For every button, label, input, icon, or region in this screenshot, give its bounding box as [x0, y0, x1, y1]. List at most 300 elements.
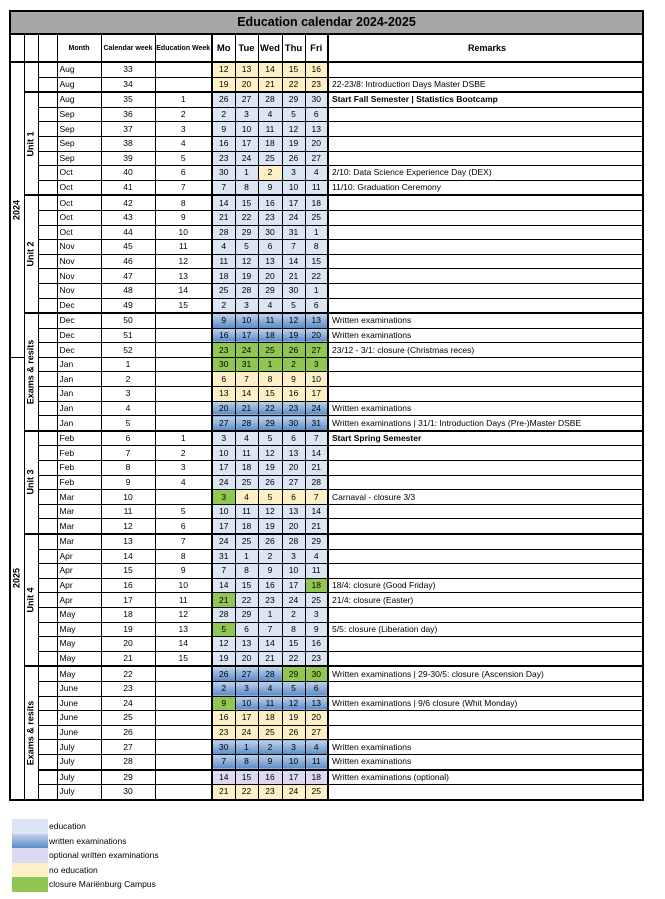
day-cell-wed: 8	[258, 372, 282, 387]
education-week-cell: 11	[155, 240, 212, 255]
day-cell-thu: 20	[282, 519, 305, 534]
day-cell-mo: 26	[212, 92, 235, 107]
remarks-cell	[328, 210, 643, 225]
calendar-week-cell: 6	[101, 431, 155, 446]
day-cell-tue: 10	[235, 122, 258, 137]
day-cell-wed: 5	[258, 431, 282, 446]
calendar-week-cell: 10	[101, 490, 155, 505]
day-cell-thu: 30	[282, 416, 305, 431]
education-week-cell: 7	[155, 180, 212, 195]
calendar-week-cell: 39	[101, 151, 155, 166]
day-cell-wed: 18	[258, 328, 282, 343]
day-cell-tue: 21	[235, 401, 258, 416]
education-week-cell	[155, 401, 212, 416]
calendar-week-cell: 4	[101, 401, 155, 416]
day-cell-wed: 19	[258, 519, 282, 534]
remarks-cell	[328, 681, 643, 696]
education-week-cell: 5	[155, 504, 212, 519]
day-cell-mo: 20	[212, 401, 235, 416]
remarks-cell	[328, 298, 643, 313]
remarks-cell: Written examinations | 9/6 closure (Whit Monday)	[328, 696, 643, 711]
spacer-cell	[38, 637, 57, 652]
education-week-cell	[155, 666, 212, 681]
month-cell: Mar	[57, 519, 101, 534]
month-cell: Apr	[57, 549, 101, 564]
day-cell-mo: 4	[212, 240, 235, 255]
header-calendar-week: Calendar week	[101, 34, 155, 62]
calendar-week-cell: 3	[101, 387, 155, 402]
education-week-cell: 2	[155, 446, 212, 461]
header-day-mo: Mo	[212, 34, 235, 62]
calendar-week-cell: 50	[101, 313, 155, 328]
day-cell-mo: 12	[212, 637, 235, 652]
day-cell-tue: 24	[235, 343, 258, 358]
calendar-row	[10, 372, 643, 387]
calendar-week-cell: 16	[101, 578, 155, 593]
month-cell: Jan	[57, 387, 101, 402]
calendar-week-cell: 46	[101, 254, 155, 269]
calendar-row	[10, 770, 643, 785]
education-week-cell: 3	[155, 461, 212, 476]
day-cell-thu: 5	[282, 298, 305, 313]
day-cell-thu: 10	[282, 754, 305, 769]
calendar-row	[10, 343, 643, 358]
education-week-cell: 14	[155, 637, 212, 652]
day-cell-mo: 9	[212, 696, 235, 711]
day-cell-thu: 21	[282, 269, 305, 284]
legend-swatch	[12, 877, 48, 892]
day-cell-mo: 31	[212, 549, 235, 564]
calendar-row	[10, 136, 643, 151]
calendar-row	[10, 357, 643, 372]
day-cell-mo: 12	[212, 62, 235, 77]
header-day-wed: Wed	[258, 34, 282, 62]
day-cell-thu: 27	[282, 475, 305, 490]
month-cell: Sep	[57, 151, 101, 166]
spacer-cell	[38, 254, 57, 269]
day-cell-thu: 2	[282, 607, 305, 622]
calendar-row	[10, 62, 643, 77]
spacer-cell	[38, 666, 57, 681]
spacer-cell	[38, 92, 57, 107]
remarks-cell: 18/4: closure (Good Friday)	[328, 578, 643, 593]
calendar-row	[10, 283, 643, 298]
spacer-cell	[38, 225, 57, 240]
spacer-cell	[38, 740, 57, 755]
day-cell-wed: 4	[258, 107, 282, 122]
education-week-cell: 10	[155, 578, 212, 593]
day-cell-wed: 26	[258, 534, 282, 549]
calendar-row	[10, 180, 643, 195]
day-cell-fri: 23	[305, 77, 328, 92]
calendar-row	[10, 564, 643, 579]
day-cell-mo: 14	[212, 195, 235, 210]
spacer-cell	[38, 195, 57, 210]
calendar-week-cell: 8	[101, 461, 155, 476]
calendar-row	[10, 461, 643, 476]
calendar-row	[10, 593, 643, 608]
day-cell-tue: 31	[235, 357, 258, 372]
day-cell-tue: 17	[235, 136, 258, 151]
day-cell-wed: 11	[258, 696, 282, 711]
spacer-cell	[38, 357, 57, 372]
spacer-cell	[38, 298, 57, 313]
spacer-cell	[38, 696, 57, 711]
month-cell: Jan	[57, 401, 101, 416]
education-week-cell: 4	[155, 475, 212, 490]
day-cell-tue: 5	[235, 240, 258, 255]
calendar-row	[10, 313, 643, 328]
calendar-row	[10, 77, 643, 92]
day-cell-mo: 21	[212, 785, 235, 800]
day-cell-mo: 9	[212, 313, 235, 328]
day-cell-wed: 9	[258, 180, 282, 195]
calendar-week-cell: 33	[101, 62, 155, 77]
month-cell: Dec	[57, 298, 101, 313]
calendar-week-cell: 20	[101, 637, 155, 652]
spacer-cell	[38, 313, 57, 328]
day-cell-mo: 19	[212, 77, 235, 92]
spacer-cell	[38, 180, 57, 195]
calendar-row	[10, 549, 643, 564]
day-cell-mo: 2	[212, 298, 235, 313]
calendar-week-cell: 28	[101, 754, 155, 769]
spacer-cell	[38, 504, 57, 519]
spacer-cell	[38, 136, 57, 151]
remarks-cell: Written examinations	[328, 313, 643, 328]
education-week-cell	[155, 62, 212, 77]
remarks-cell: 5/5: closure (Liberation day)	[328, 622, 643, 637]
education-week-cell: 12	[155, 254, 212, 269]
day-cell-wed: 9	[258, 564, 282, 579]
month-cell: Dec	[57, 343, 101, 358]
day-cell-fri: 18	[305, 770, 328, 785]
education-week-cell: 13	[155, 269, 212, 284]
remarks-cell	[328, 372, 643, 387]
education-week-cell	[155, 785, 212, 800]
day-cell-tue: 11	[235, 504, 258, 519]
day-cell-fri: 7	[305, 490, 328, 505]
day-cell-wed: 28	[258, 92, 282, 107]
calendar-week-cell: 22	[101, 666, 155, 681]
calendar-week-cell: 12	[101, 519, 155, 534]
day-cell-thu: 6	[282, 490, 305, 505]
day-cell-fri: 25	[305, 785, 328, 800]
calendar-week-cell: 48	[101, 283, 155, 298]
education-week-cell: 15	[155, 298, 212, 313]
day-cell-wed: 1	[258, 607, 282, 622]
day-cell-wed: 14	[258, 637, 282, 652]
day-cell-tue: 3	[235, 681, 258, 696]
day-cell-wed: 19	[258, 461, 282, 476]
calendar-week-cell: 42	[101, 195, 155, 210]
legend-item	[12, 819, 159, 834]
calendar-row	[10, 534, 643, 549]
calendar-week-cell: 19	[101, 622, 155, 637]
day-cell-thu: 3	[282, 549, 305, 564]
day-cell-tue: 10	[235, 313, 258, 328]
day-cell-fri: 3	[305, 357, 328, 372]
remarks-cell	[328, 637, 643, 652]
day-cell-mo: 10	[212, 504, 235, 519]
day-cell-tue: 4	[235, 490, 258, 505]
day-cell-mo: 7	[212, 564, 235, 579]
calendar-row	[10, 151, 643, 166]
legend-label: closure Mariënburg Campus	[49, 879, 156, 890]
day-cell-thu: 10	[282, 564, 305, 579]
calendar-week-cell: 36	[101, 107, 155, 122]
calendar-row	[10, 725, 643, 740]
day-cell-thu: 19	[282, 711, 305, 726]
calendar-row	[10, 519, 643, 534]
month-cell: July	[57, 770, 101, 785]
remarks-cell	[328, 446, 643, 461]
day-cell-thu: 26	[282, 725, 305, 740]
remarks-cell: Start Spring Semester	[328, 431, 643, 446]
unit-label: Unit 1	[24, 92, 38, 195]
remarks-cell: Written examinations	[328, 328, 643, 343]
month-cell: Sep	[57, 122, 101, 137]
header-education-week: Education Week	[155, 34, 212, 62]
education-calendar-table	[9, 10, 644, 801]
calendar-week-cell: 45	[101, 240, 155, 255]
day-cell-wed: 9	[258, 754, 282, 769]
remarks-cell: 11/10: Graduation Ceremony	[328, 180, 643, 195]
education-week-cell	[155, 328, 212, 343]
month-cell: July	[57, 754, 101, 769]
day-cell-mo: 23	[212, 725, 235, 740]
day-cell-fri: 15	[305, 254, 328, 269]
day-cell-thu: 15	[282, 637, 305, 652]
day-cell-tue: 11	[235, 446, 258, 461]
day-cell-fri: 27	[305, 725, 328, 740]
day-cell-fri: 6	[305, 107, 328, 122]
remarks-cell: 21/4: closure (Easter)	[328, 593, 643, 608]
day-cell-wed: 29	[258, 283, 282, 298]
day-cell-thu: 23	[282, 401, 305, 416]
education-week-cell: 6	[155, 166, 212, 181]
day-cell-mo: 17	[212, 461, 235, 476]
calendar-row	[10, 696, 643, 711]
day-cell-mo: 14	[212, 578, 235, 593]
remarks-cell: Written examinations (optional)	[328, 770, 643, 785]
month-cell: Dec	[57, 313, 101, 328]
unit-label: Unit 3	[24, 431, 38, 534]
month-cell: Sep	[57, 136, 101, 151]
day-cell-wed: 14	[258, 62, 282, 77]
calendar-week-cell: 34	[101, 77, 155, 92]
day-cell-wed: 11	[258, 313, 282, 328]
day-cell-thu: 5	[282, 681, 305, 696]
legend-label: optional written examinations	[49, 850, 159, 861]
day-cell-tue: 27	[235, 92, 258, 107]
month-cell: Feb	[57, 475, 101, 490]
day-cell-thu: 2	[282, 357, 305, 372]
calendar-week-cell: 44	[101, 225, 155, 240]
day-cell-thu: 16	[282, 387, 305, 402]
day-cell-fri: 24	[305, 401, 328, 416]
header-remarks: Remarks	[328, 34, 643, 62]
spacer-cell	[38, 77, 57, 92]
day-cell-fri: 14	[305, 446, 328, 461]
day-cell-mo: 2	[212, 107, 235, 122]
spacer-cell	[38, 725, 57, 740]
education-week-cell: 7	[155, 534, 212, 549]
day-cell-mo: 7	[212, 180, 235, 195]
remarks-cell	[328, 283, 643, 298]
day-cell-thu: 13	[282, 504, 305, 519]
remarks-cell	[328, 785, 643, 800]
calendar-row	[10, 666, 643, 681]
day-cell-mo: 10	[212, 446, 235, 461]
header-row	[10, 34, 643, 62]
month-cell: May	[57, 651, 101, 666]
remarks-cell: Written examinations	[328, 754, 643, 769]
spacer-cell	[38, 711, 57, 726]
day-cell-wed: 6	[258, 240, 282, 255]
day-cell-tue: 13	[235, 62, 258, 77]
day-cell-mo: 11	[212, 254, 235, 269]
remarks-cell	[328, 711, 643, 726]
day-cell-wed: 16	[258, 578, 282, 593]
education-week-cell: 1	[155, 431, 212, 446]
spacer-cell	[38, 681, 57, 696]
day-cell-tue: 25	[235, 475, 258, 490]
month-cell: Jan	[57, 416, 101, 431]
education-week-cell	[155, 681, 212, 696]
day-cell-fri: 14	[305, 504, 328, 519]
day-cell-thu: 28	[282, 534, 305, 549]
education-week-cell: 9	[155, 210, 212, 225]
education-week-cell: 8	[155, 549, 212, 564]
remarks-cell: Start Fall Semester | Statistics Bootcamp	[328, 92, 643, 107]
remarks-cell	[328, 122, 643, 137]
day-cell-wed: 2	[258, 740, 282, 755]
month-cell: Jan	[57, 372, 101, 387]
legend-swatch	[12, 848, 48, 863]
day-cell-tue: 3	[235, 298, 258, 313]
day-cell-fri: 16	[305, 62, 328, 77]
education-week-cell: 15	[155, 651, 212, 666]
day-cell-fri: 16	[305, 637, 328, 652]
day-cell-mo: 21	[212, 593, 235, 608]
day-cell-fri: 13	[305, 313, 328, 328]
calendar-week-cell: 13	[101, 534, 155, 549]
legend-label: no education	[49, 864, 98, 875]
day-cell-mo: 2	[212, 681, 235, 696]
education-week-cell	[155, 77, 212, 92]
day-cell-thu: 15	[282, 62, 305, 77]
month-cell: Nov	[57, 269, 101, 284]
day-cell-tue: 15	[235, 578, 258, 593]
remarks-cell	[328, 461, 643, 476]
education-week-cell: 8	[155, 195, 212, 210]
day-cell-mo: 6	[212, 372, 235, 387]
calendar-row	[10, 711, 643, 726]
day-cell-fri: 28	[305, 475, 328, 490]
calendar-row	[10, 785, 643, 800]
day-cell-tue: 8	[235, 180, 258, 195]
calendar-week-cell: 47	[101, 269, 155, 284]
calendar-row	[10, 254, 643, 269]
day-cell-fri: 20	[305, 136, 328, 151]
day-cell-thu: 12	[282, 122, 305, 137]
month-cell: May	[57, 622, 101, 637]
month-cell: Oct	[57, 210, 101, 225]
day-cell-thu: 31	[282, 225, 305, 240]
legend-item	[12, 877, 159, 892]
calendar-row	[10, 387, 643, 402]
day-cell-fri: 1	[305, 283, 328, 298]
legend-item	[12, 863, 159, 878]
day-cell-tue: 24	[235, 725, 258, 740]
day-cell-tue: 8	[235, 564, 258, 579]
day-cell-thu: 13	[282, 446, 305, 461]
month-cell: Nov	[57, 283, 101, 298]
month-cell: Aug	[57, 62, 101, 77]
day-cell-mo: 30	[212, 740, 235, 755]
day-cell-tue: 22	[235, 210, 258, 225]
remarks-cell: 23/12 - 3/1: closure (Christmas reces)	[328, 343, 643, 358]
day-cell-mo: 7	[212, 754, 235, 769]
calendar-week-cell: 24	[101, 696, 155, 711]
remarks-cell: 2/10: Data Science Experience Day (DEX)	[328, 166, 643, 181]
calendar-week-cell: 23	[101, 681, 155, 696]
day-cell-wed: 25	[258, 343, 282, 358]
remarks-cell	[328, 651, 643, 666]
calendar-row	[10, 107, 643, 122]
calendar-week-cell: 49	[101, 298, 155, 313]
day-cell-fri: 8	[305, 240, 328, 255]
day-cell-wed: 11	[258, 122, 282, 137]
day-cell-fri: 21	[305, 519, 328, 534]
remarks-cell: Written examinations | 29-30/5: closure (Ascension Day)	[328, 666, 643, 681]
calendar-row	[10, 446, 643, 461]
day-cell-mo: 25	[212, 283, 235, 298]
day-cell-tue: 20	[235, 651, 258, 666]
education-week-cell	[155, 770, 212, 785]
header-blank	[24, 34, 38, 62]
calendar-row	[10, 122, 643, 137]
remarks-cell	[328, 504, 643, 519]
calendar-week-cell: 43	[101, 210, 155, 225]
day-cell-tue: 13	[235, 637, 258, 652]
day-cell-thu: 7	[282, 240, 305, 255]
calendar-row	[10, 740, 643, 755]
day-cell-thu: 29	[282, 666, 305, 681]
education-week-cell	[155, 725, 212, 740]
calendar-body	[10, 62, 643, 800]
month-cell: Aug	[57, 92, 101, 107]
day-cell-wed: 2	[258, 549, 282, 564]
day-cell-mo: 26	[212, 666, 235, 681]
legend-swatch	[12, 834, 48, 849]
education-week-cell: 6	[155, 519, 212, 534]
day-cell-fri: 20	[305, 711, 328, 726]
day-cell-mo: 19	[212, 651, 235, 666]
unit-label: Exams & resits	[24, 666, 38, 799]
calendar-row	[10, 195, 643, 210]
calendar-row	[10, 651, 643, 666]
remarks-cell	[328, 725, 643, 740]
calendar-week-cell: 18	[101, 607, 155, 622]
legend-swatch	[12, 863, 48, 878]
day-cell-tue: 18	[235, 519, 258, 534]
education-week-cell	[155, 740, 212, 755]
day-cell-fri: 27	[305, 151, 328, 166]
day-cell-fri: 7	[305, 431, 328, 446]
day-cell-fri: 18	[305, 195, 328, 210]
